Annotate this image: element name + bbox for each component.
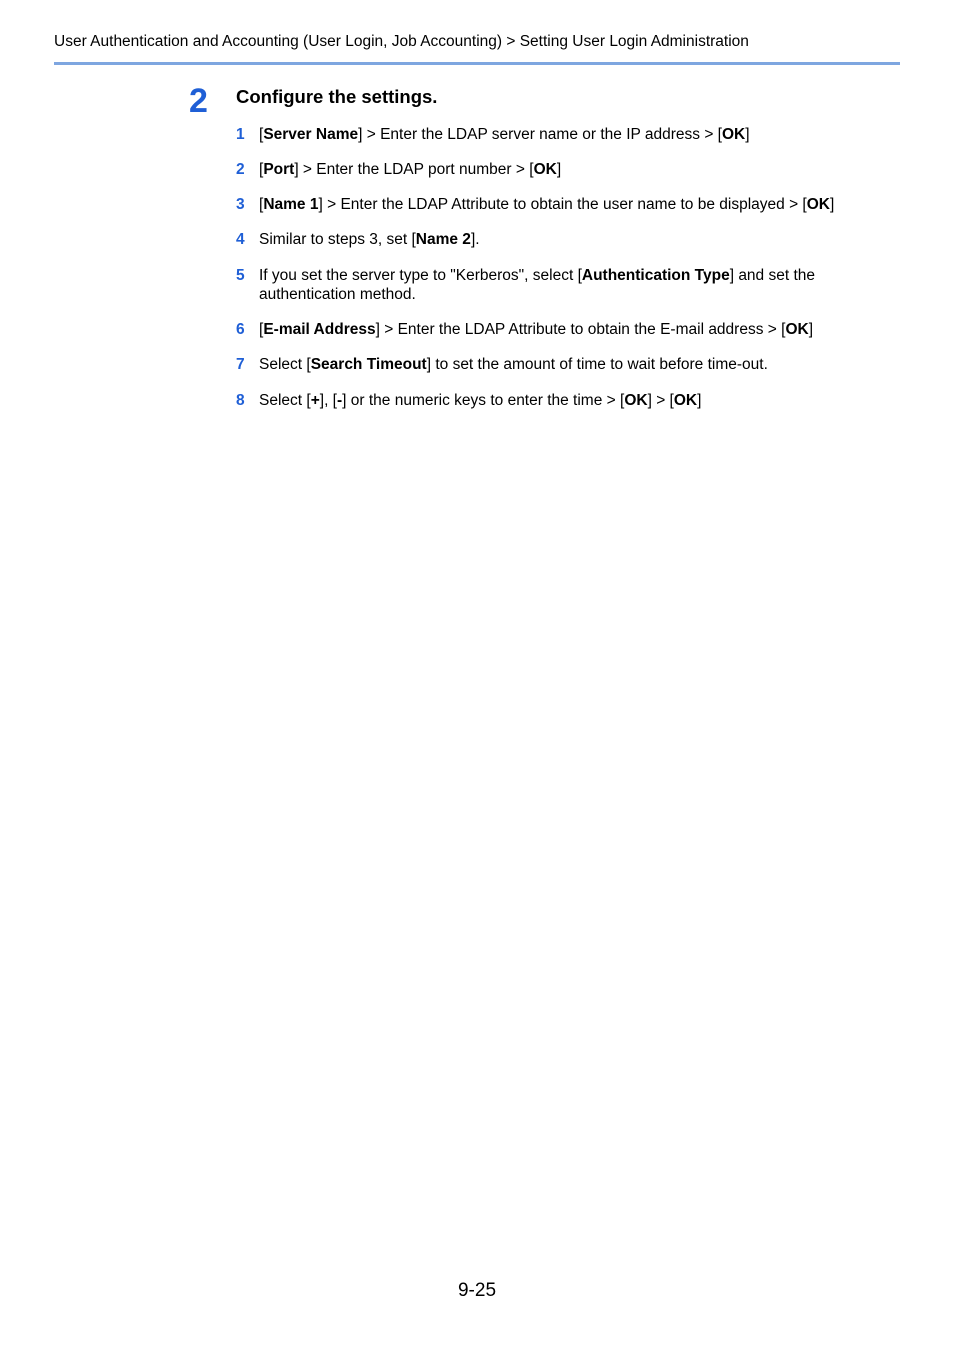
substep-number: 4 (236, 231, 245, 248)
instruction-text: ]. (470, 231, 480, 248)
instruction-text: ] (697, 392, 702, 409)
ui-key-label: + (310, 392, 320, 409)
ui-key-label: OK (806, 196, 830, 213)
substep-text (259, 195, 866, 214)
substep-text (259, 160, 866, 179)
instruction-text: ] > Enter the LDAP Attribute to obtain the user name to be displayed > [ (318, 196, 807, 213)
substep-text (259, 230, 866, 249)
ui-key-label: Authentication Type (581, 267, 730, 284)
substep-text (259, 391, 866, 410)
instruction-text: ] > [ (647, 392, 674, 409)
instruction-text: ] or the numeric keys to enter the time > [ (342, 392, 625, 409)
instruction-text: [ (259, 321, 264, 338)
substep-item (236, 125, 866, 144)
substep-text (259, 320, 866, 339)
step-title: Configure the settings. (236, 86, 438, 107)
instruction-text: Select [ (259, 392, 311, 409)
substep-number: 3 (236, 196, 245, 213)
instruction-text: ] (808, 321, 813, 338)
instruction-text: Similar to steps 3, set [ (259, 231, 416, 248)
breadcrumb: User Authentication and Accounting (User Login, Job Accounting) > Setting User Login Administration (54, 33, 749, 50)
instruction-text: Select [ (259, 356, 311, 373)
instruction-text: ] (556, 161, 562, 178)
ui-key-label: OK (721, 126, 746, 143)
ui-key-label: OK (533, 161, 557, 178)
substep-item (236, 391, 866, 410)
substep-item (236, 160, 866, 179)
substep-item (236, 230, 866, 249)
instruction-text: ] (745, 126, 750, 143)
instruction-text: ] > Enter the LDAP server name or the IP address > [ (358, 126, 722, 143)
instruction-text: [ (259, 161, 264, 178)
ui-key-label: Server Name (263, 126, 359, 143)
substep-number: 2 (236, 161, 245, 178)
step-number: 2 (189, 82, 208, 120)
substep-number: 6 (236, 321, 245, 338)
substep-item (236, 195, 866, 214)
ui-key-label: Name 2 (415, 231, 471, 248)
instruction-text: ] > Enter the LDAP Attribute to obtain the E-mail address > [ (375, 321, 786, 338)
substep-text (259, 355, 866, 374)
substep-item (236, 320, 866, 339)
substep-text (259, 125, 866, 144)
substep-item (236, 266, 866, 304)
ui-key-label: - (337, 392, 343, 409)
substep-number: 1 (236, 126, 245, 143)
instruction-text: ] to set the amount of time to wait before time-out. (426, 356, 768, 373)
ui-key-label: Search Timeout (310, 356, 427, 373)
ui-key-label: Name 1 (263, 196, 319, 213)
instruction-text: ] > Enter the LDAP port number > [ (294, 161, 534, 178)
instruction-text: ] (830, 196, 835, 213)
ui-key-label: OK (624, 392, 648, 409)
ui-key-label: E-mail Address (263, 321, 376, 338)
instruction-text: ] and set the authentication method. (259, 267, 816, 303)
substep-item (236, 355, 866, 374)
instruction-text: [ (259, 196, 264, 213)
substep-number: 5 (236, 267, 245, 284)
substep-number: 7 (236, 356, 245, 373)
ui-key-label: Port (263, 161, 295, 178)
ui-key-label: OK (785, 321, 809, 338)
substep-number: 8 (236, 392, 245, 409)
ui-key-label: OK (673, 392, 698, 409)
page-number: 9-25 (457, 1280, 497, 1301)
header-divider (54, 62, 900, 65)
instruction-text: ], [ (319, 392, 337, 409)
instruction-text: [ (259, 126, 264, 143)
substep-text (259, 266, 866, 304)
instruction-text: If you set the server type to "Kerberos", select [ (259, 267, 582, 284)
